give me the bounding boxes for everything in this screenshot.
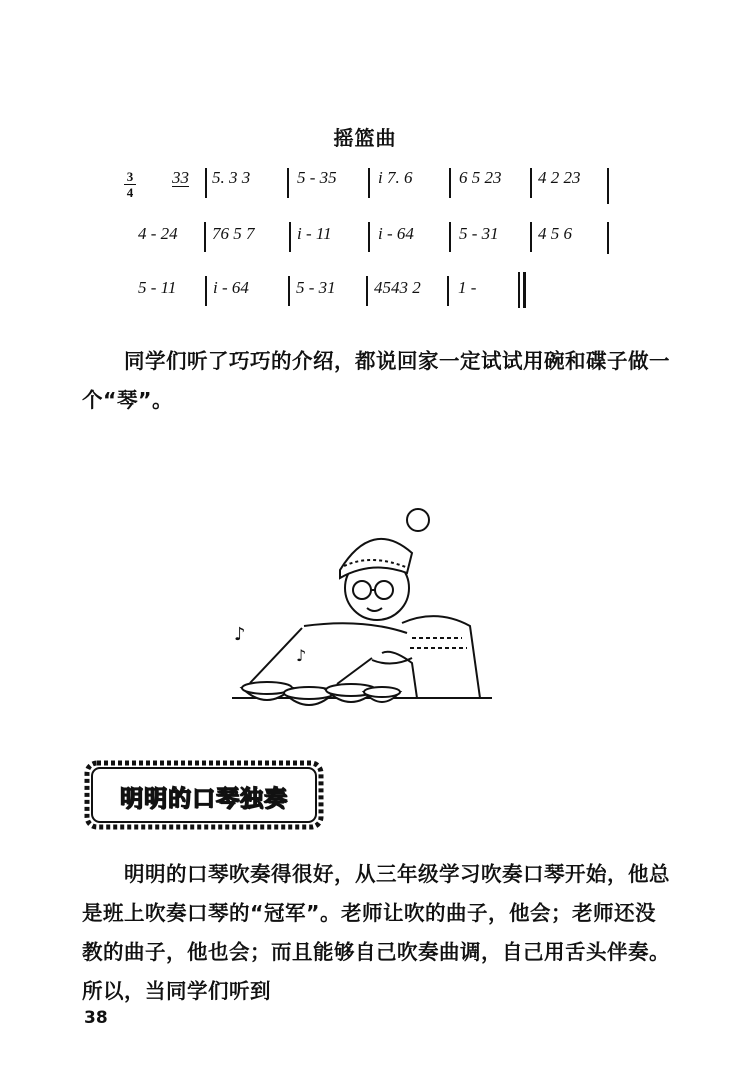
measure: 76 5 7 xyxy=(212,224,255,243)
paragraph-story: 明明的口琴吹奏得很好，从三年级学习吹奏口琴开始，他总是班上吹奏口琴的“冠军”。老师让吹的曲子，他会；老师还没教的曲子，他也会；而且能够自己吹奏曲调，自己用舌头伴奏。所以，当同学们听到 xyxy=(82,862,670,1003)
paragraph-intro: 同学们听了巧巧的介绍，都说回家一定试试用碗和碟子做一个“琴”。 xyxy=(82,349,670,412)
song-title: 摇篮曲 xyxy=(333,126,397,150)
boy-playing-bowls-illustration xyxy=(222,498,507,718)
measure: 4543 2 xyxy=(374,278,421,297)
measure: 4 5 6 xyxy=(538,224,572,243)
music-score xyxy=(0,0,730,330)
svg-text:♪: ♪ xyxy=(296,646,307,665)
measure: 1 - xyxy=(458,278,477,297)
svg-text:♪: ♪ xyxy=(234,624,246,645)
measure: i - 64 xyxy=(378,224,414,243)
time-signature xyxy=(124,170,136,199)
measure: i 7. 6 xyxy=(378,168,413,187)
time-signature-top: 3 xyxy=(126,169,134,184)
page-number: 38 xyxy=(84,1008,108,1028)
measure: i - 64 xyxy=(213,278,249,297)
measure: 4 2 23 xyxy=(538,168,581,187)
time-signature-bottom: 4 xyxy=(126,185,134,200)
section-title: 明明的口琴独奏 xyxy=(120,786,288,812)
measure: 33 xyxy=(172,168,189,187)
measure: 5 - 35 xyxy=(297,168,337,187)
measure: 5 - 31 xyxy=(296,278,336,297)
measure: 4 - 24 xyxy=(138,224,178,243)
measure: 6 5 23 xyxy=(459,168,502,187)
measure: 5 - 11 xyxy=(138,278,177,297)
measure: 5 - 31 xyxy=(459,224,499,243)
section-title-banner xyxy=(84,760,324,830)
measure: i - 11 xyxy=(297,224,332,243)
measure: 5. 3 3 xyxy=(212,168,251,187)
